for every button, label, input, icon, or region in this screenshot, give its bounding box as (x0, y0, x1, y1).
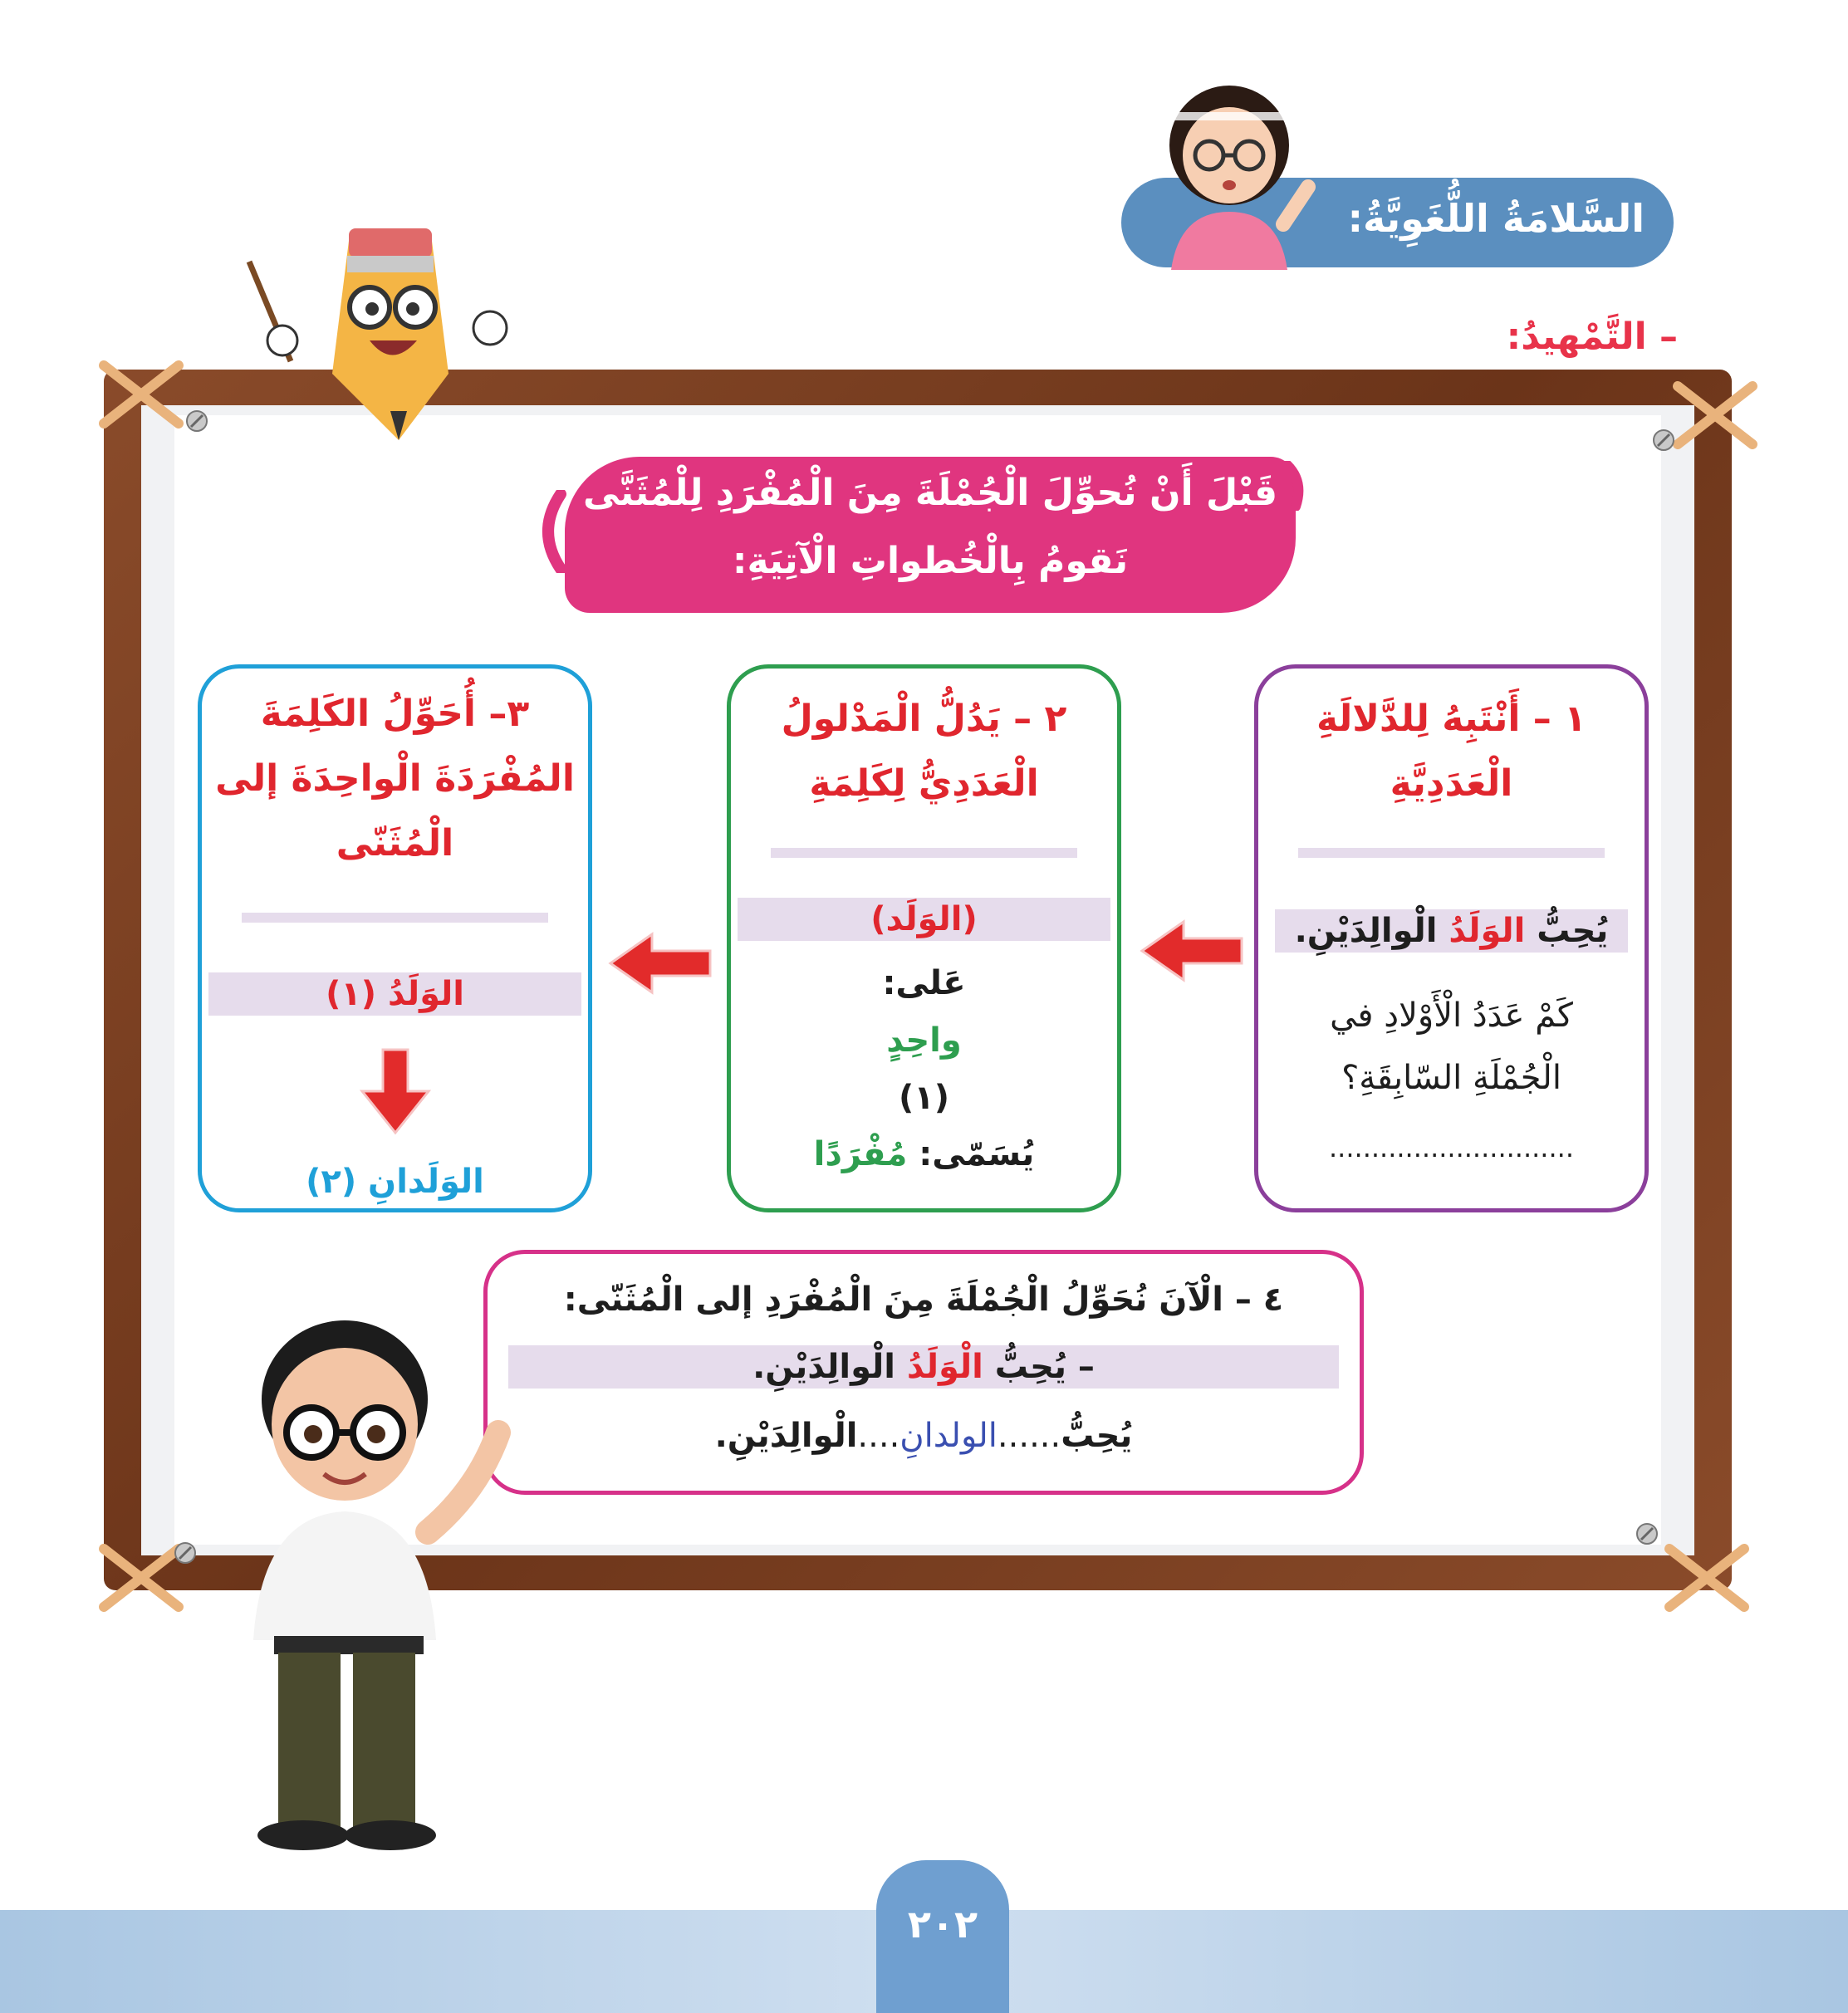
screw-icon (173, 1540, 198, 1565)
rope-knot-icon (1669, 378, 1761, 453)
step-1-sentence: يُحِبُّ الوَلَدُ الْوالِدَيْنِ. (1275, 909, 1628, 953)
step-1-title-line-1: ١ – أَنْتَبِهُ لِلدَّلالَةِ (1316, 698, 1586, 740)
girl-illustration (1138, 79, 1321, 270)
banner-accent-icon (527, 490, 569, 573)
rope-knot-icon (1661, 1540, 1752, 1615)
step-3-divider (242, 913, 548, 923)
step-3-title-line-1: ٣– أُحَوِّلُ الكَلِمَةَ (260, 693, 530, 735)
step-2-one-number: (١) (899, 1079, 949, 1117)
step-1-question-line-1: كَمْ عَدَدُ الْأَوْلادِ في (1330, 997, 1573, 1035)
screw-icon (1635, 1521, 1659, 1546)
step-1-box (1254, 664, 1649, 1212)
step-4-sentence: – يُحِبُّ الْوَلَدُ الْوالِدَيْنِ. (508, 1345, 1339, 1389)
step-2-divider (771, 848, 1077, 858)
step-2-box (727, 664, 1121, 1212)
step-3-title-line-3: الْمُثَنّى (336, 822, 454, 864)
banner-line-2: نَقومُ بِالْخُطواتِ الْآتِيَةِ: (732, 540, 1129, 582)
section-title: السَّلامَةُ اللُّغَوِيَّةُ: (1347, 196, 1645, 241)
step-3-title-line-2: المُفْرَدَةَ الْواحِدَةَ إلى (215, 757, 575, 800)
intro-label: – التَّمْهيدُ: (1506, 316, 1678, 358)
step-2-title-line-1: ٢ – يَدُلُّ الْمَدْلولُ (781, 698, 1067, 740)
step-2-title-line-2: الْعَدَدِيُّ لِكَلِمَةِ (809, 762, 1039, 805)
step-1-answer-blank[interactable]: ............................. (1329, 1132, 1574, 1163)
step-2-on-label: عَلى: (882, 964, 966, 1002)
step-1-question-line-2: الْجُمْلَةِ السّابِقَةِ؟ (1341, 1059, 1561, 1097)
step-2-one-word: واحِدٍ (886, 1021, 962, 1060)
handwritten-answer[interactable]: الولدانِ (899, 1417, 998, 1455)
highlighted-word: الوَلَدُ (1448, 912, 1526, 950)
arrow-left-icon (1138, 918, 1246, 984)
step-4-answer-line: يُحِبُّ......الولدانِ....الْوالِدَيْنِ. (714, 1417, 1133, 1455)
arrow-down-icon (358, 1046, 433, 1137)
step-1-title-line-2: الْعَدَدِيَّةِ (1390, 762, 1513, 805)
step-3-singular: الوَلَدُ (١) (208, 972, 581, 1016)
step-2-called: يُسَمّى: مُفْرَدًا (813, 1135, 1035, 1173)
step-3-box (198, 664, 592, 1212)
step-1-divider (1298, 848, 1605, 858)
step-3-dual: الوَلَدانِ (٢) (306, 1163, 484, 1201)
step-2-word: (الوَلَد) (738, 898, 1110, 941)
screw-icon (1651, 428, 1676, 453)
step-4-title: ٤ – الْآنَ نُحَوِّلُ الْجُمْلَةَ مِنَ الْمُفْرَدِ إلى الْمُثَنّى: (563, 1281, 1284, 1319)
boy-illustration (212, 1308, 527, 1856)
screw-icon (184, 409, 209, 433)
arrow-left-icon (606, 930, 714, 997)
highlighted-word: الْوَلَدُ (906, 1348, 983, 1386)
pencil-mascot-illustration (233, 216, 515, 444)
step-4-box (483, 1250, 1364, 1495)
rope-knot-icon (96, 357, 187, 432)
banner-line-1: قَبْلَ أَنْ نُحوِّلَ الْجُمْلَةَ مِنَ الْمُفْرَدِ لِلْمُثَنَّى (582, 472, 1278, 514)
page-number: ٢٠٢ (907, 1902, 978, 1947)
